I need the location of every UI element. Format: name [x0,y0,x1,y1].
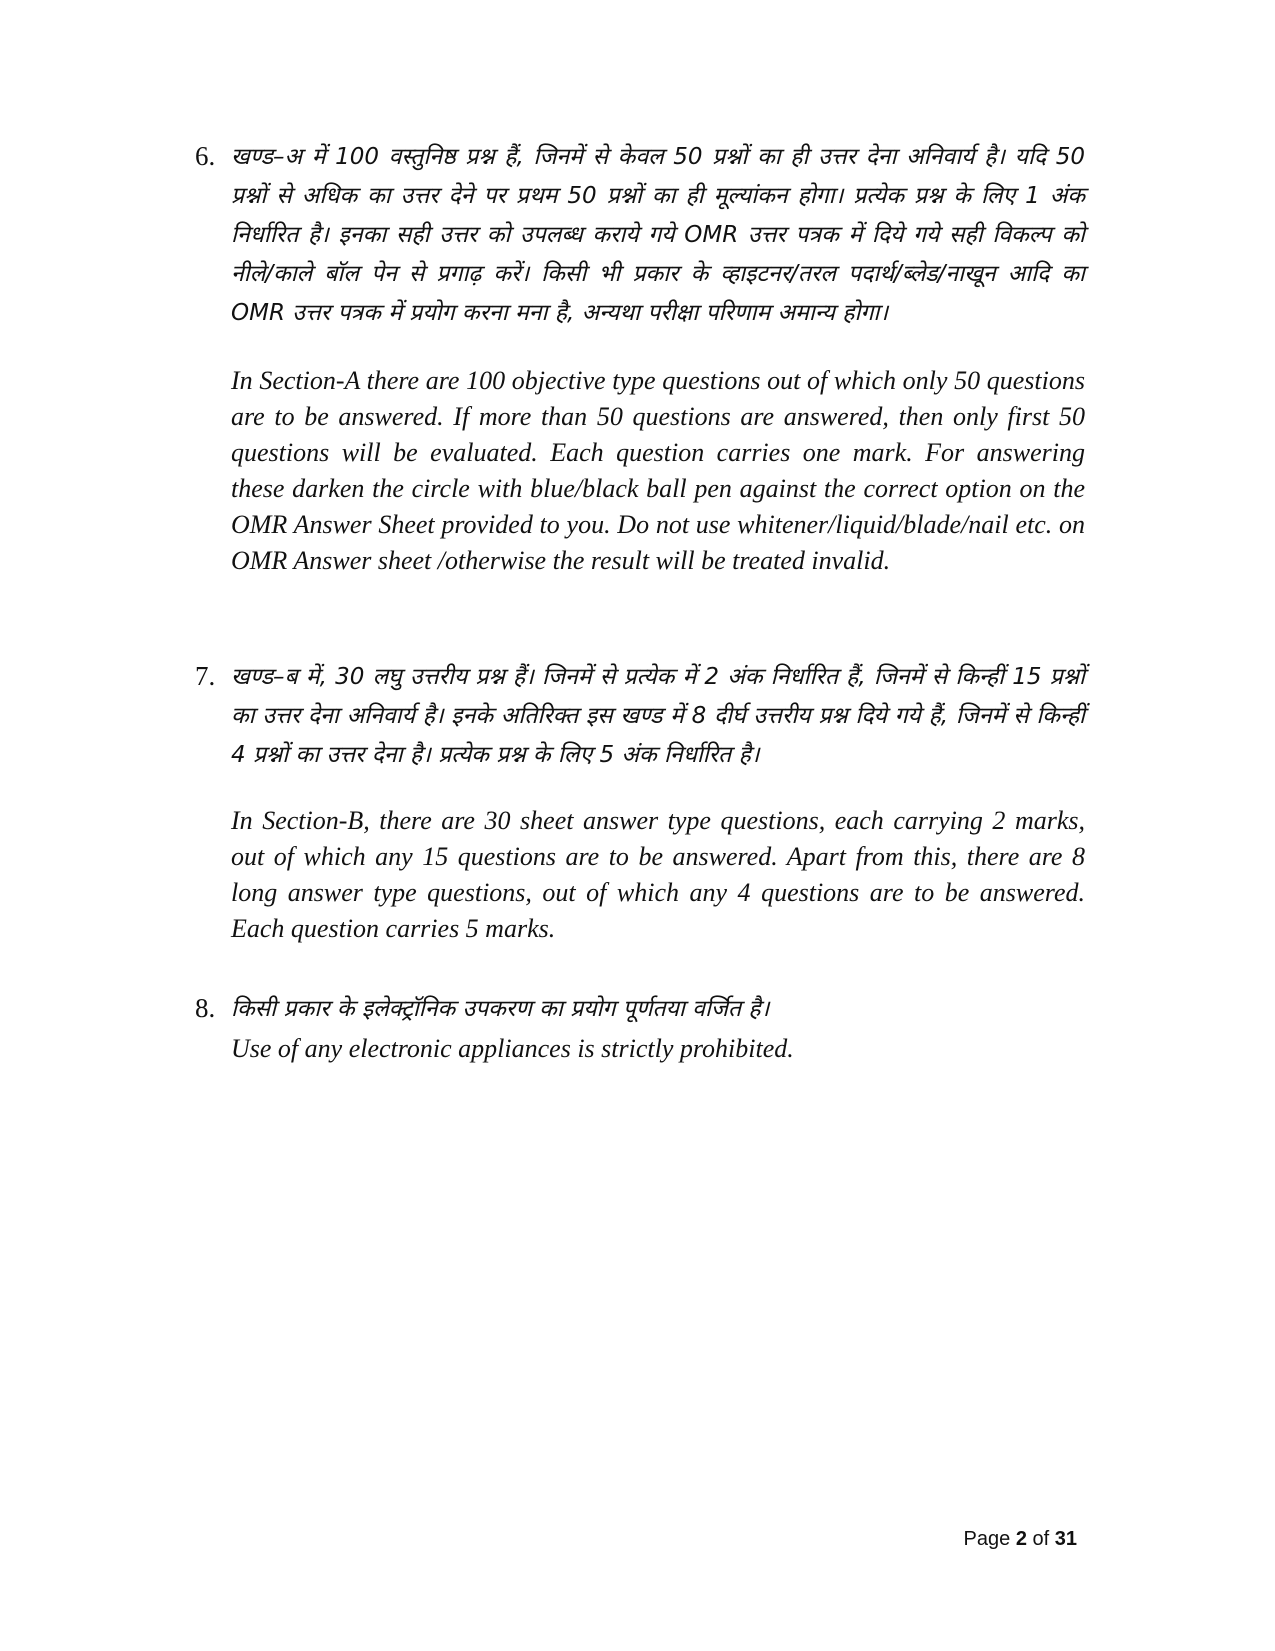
instruction-item-7 [195,658,1085,947]
instruction-item-6 [195,138,1085,579]
total-pages: 31 [1054,1528,1077,1550]
of-label: of [1032,1528,1050,1550]
current-page: 2 [1015,1528,1027,1550]
hindi-text: खण्ड–अ में 100 वस्तुनिष्ठ प्रश्न हैं, जिनमें से केवल 50 प्रश्नों का ही उत्तर देना अनिवार्य है। यदि 50 प्रश्नों से अधिक का उत्तर देने पर प्रथम 50 प्रश्नों का ही मूल्यांकन होगा। प्रत्येक प्रश्न के लिए 1 अंक निर्धारित है। इनका सही उत्तर को उपलब्ध कराये गये OMR उत्तर पत्रक में दिये गये सही विकल्प को नीले/काले बॉल पेन से प्रगाढ़ करें। किसी भी प्रकार के व्हाइटनर/तरल पदार्थ/ब्लेड/नाखून आदि का OMR उत्तर पत्रक में प्रयोग करना मना है, अन्यथा परीक्षा परिणाम अमान्य होगा। [231,144,1085,326]
page-number-footer [964,1528,1077,1551]
item-number: 6. [195,141,216,171]
instruction-item-8 [195,990,1085,1067]
hindi-text: किसी प्रकार के इलेक्ट्रॉनिक उपकरण का प्रयोग पूर्णतया वर्जित है। [231,996,770,1022]
english-text: Use of any electronic appliances is strictly prohibited. [231,1034,794,1063]
page-label: Page [963,1528,1011,1550]
item-number: 8. [195,993,216,1023]
english-text: In Section-A there are 100 objective type questions out of which only 50 questions are to be answered. If more than 50 questions are answered, then only first 50 questions will be evaluated. Each question carries one mark. For answering these darken the circle with blue/black ball pen against the correct option on the OMR Answer Sheet provided to you. Do not use whitener/liquid/blade/nail etc. on OMR Answer sheet /otherwise the result will be treated invalid. [231,366,1085,575]
hindi-text: खण्ड–ब में, 30 लघु उत्तरीय प्रश्न हैं। जिनमें से प्रत्येक में 2 अंक निर्धारित हैं, जिनमें से किन्हीं 15 प्रश्नों का उत्तर देना अनिवार्य है। इनके अतिरिक्त इस खण्ड में 8 दीर्घ उत्तरीय प्रश्न दिये गये हैं, जिनमें से किन्हीं 4 प्रश्नों का उत्तर देना है। प्रत्येक प्रश्न के लिए 5 अंक निर्धारित है। [231,664,1085,768]
item-number: 7. [195,661,216,691]
english-text: In Section-B, there are 30 sheet answer type questions, each carrying 2 marks, out of which any 15 questions are to be answered. Apart from this, there are 8 long answer type questions, out of which any 4 questions are to be answered. Each question carries 5 marks. [231,806,1085,943]
